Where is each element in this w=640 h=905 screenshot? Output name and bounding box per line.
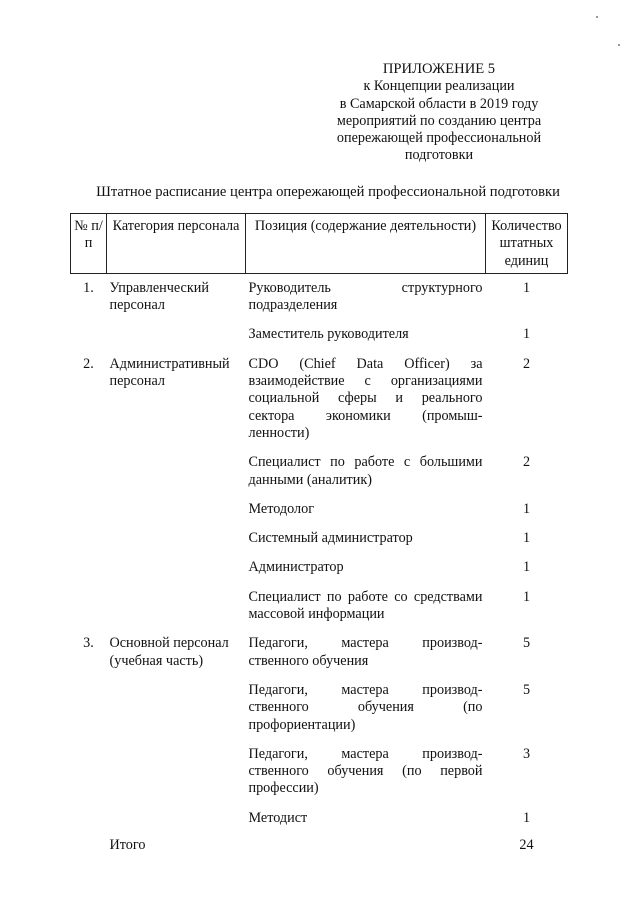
table-header-row bbox=[71, 214, 568, 274]
total-value: 24 bbox=[519, 837, 534, 854]
row-number: 1. bbox=[83, 279, 94, 296]
scan-speck bbox=[618, 44, 620, 46]
header-category: Категория персонала bbox=[107, 214, 246, 274]
row-number: 3. bbox=[83, 635, 94, 652]
row-count: 1 bbox=[522, 809, 531, 826]
scan-speck bbox=[596, 16, 598, 18]
row-number bbox=[71, 804, 107, 833]
row-position: Методолог bbox=[248, 500, 315, 517]
row-count: 1 bbox=[522, 588, 531, 605]
row-position: Методист bbox=[248, 809, 308, 826]
row-category bbox=[107, 740, 246, 804]
appendix-line: опережающей профессиональной bbox=[336, 130, 542, 147]
table-row bbox=[71, 524, 568, 553]
appendix-title: ПРИЛОЖЕНИЕ 5 bbox=[382, 61, 496, 77]
row-number bbox=[71, 448, 107, 495]
document-title: Штатное расписание центра опережающей профессиональной подготовки bbox=[96, 184, 560, 200]
row-count: 1 bbox=[522, 500, 531, 517]
appendix-line: к Концепции реализации bbox=[363, 78, 515, 95]
row-category bbox=[107, 676, 246, 740]
total-label: Итого bbox=[109, 837, 146, 854]
row-position: Специалист по работе с большими данными (аналитик) bbox=[248, 454, 483, 488]
row-count: 1 bbox=[522, 559, 531, 576]
row-position: Педагоги, мастера производ-ственного обучения bbox=[248, 635, 483, 669]
row-number bbox=[71, 740, 107, 804]
table-row bbox=[71, 320, 568, 349]
table-row bbox=[71, 676, 568, 740]
row-number bbox=[71, 320, 107, 349]
row-position: Педагоги, мастера производ-ственного обучения (по первой профессии) bbox=[248, 745, 483, 797]
row-number bbox=[71, 495, 107, 524]
row-category: Административный персонал bbox=[109, 355, 230, 390]
row-category bbox=[107, 495, 246, 524]
row-position: Системный администратор bbox=[248, 530, 413, 547]
row-count: 1 bbox=[522, 530, 531, 547]
row-count: 1 bbox=[522, 326, 531, 343]
header-count: Количество штатных единиц bbox=[486, 214, 568, 274]
row-category: Основной персонал (учебная часть) bbox=[109, 635, 229, 669]
header-position: Позиция (содержание деятельности) bbox=[246, 214, 486, 274]
row-count: 5 bbox=[522, 681, 531, 698]
table-row bbox=[71, 553, 568, 582]
table-row bbox=[71, 804, 568, 833]
row-number bbox=[71, 583, 107, 630]
row-category bbox=[107, 553, 246, 582]
row-position: Специалист по работе со средствами массовой информации bbox=[248, 588, 483, 623]
row-number: 2. bbox=[83, 355, 94, 372]
header-num: № п/п bbox=[71, 214, 107, 274]
row-category bbox=[107, 583, 246, 630]
row-category bbox=[107, 804, 246, 833]
row-number bbox=[71, 553, 107, 582]
row-category bbox=[107, 448, 246, 495]
row-count: 3 bbox=[522, 745, 531, 762]
row-count: 2 bbox=[522, 454, 531, 471]
row-count: 2 bbox=[522, 355, 531, 372]
table-row bbox=[71, 495, 568, 524]
row-position: Руководитель структурного подразделения bbox=[248, 279, 483, 314]
row-category bbox=[107, 524, 246, 553]
total-row bbox=[71, 833, 568, 854]
row-category: Управленческий персонал bbox=[109, 279, 209, 314]
row-category bbox=[107, 320, 246, 349]
table-row bbox=[71, 629, 568, 676]
row-position: Педагоги, мастера производ-ственного обучения (по профориентации) bbox=[248, 681, 483, 733]
staff-table bbox=[70, 213, 568, 854]
table-row bbox=[71, 740, 568, 804]
row-position: CDO (Chief Data Officer) за взаимодействие с организациями социальной сферы и реального сектора экономики (промыш-ленности) bbox=[248, 355, 483, 441]
table-row bbox=[71, 273, 568, 320]
appendix-header bbox=[318, 61, 560, 165]
row-count: 1 bbox=[522, 279, 531, 296]
row-count: 5 bbox=[522, 635, 531, 652]
row-number bbox=[71, 676, 107, 740]
table-row bbox=[71, 350, 568, 448]
appendix-line: подготовки bbox=[404, 147, 474, 164]
appendix-line: в Самарской области в 2019 году bbox=[339, 95, 539, 112]
row-position: Заместитель руководителя bbox=[248, 326, 409, 343]
table-row bbox=[71, 448, 568, 495]
row-position: Администратор bbox=[248, 559, 344, 576]
table-row bbox=[71, 583, 568, 630]
appendix-line: мероприятий по созданию центра bbox=[336, 112, 542, 129]
row-number bbox=[71, 524, 107, 553]
